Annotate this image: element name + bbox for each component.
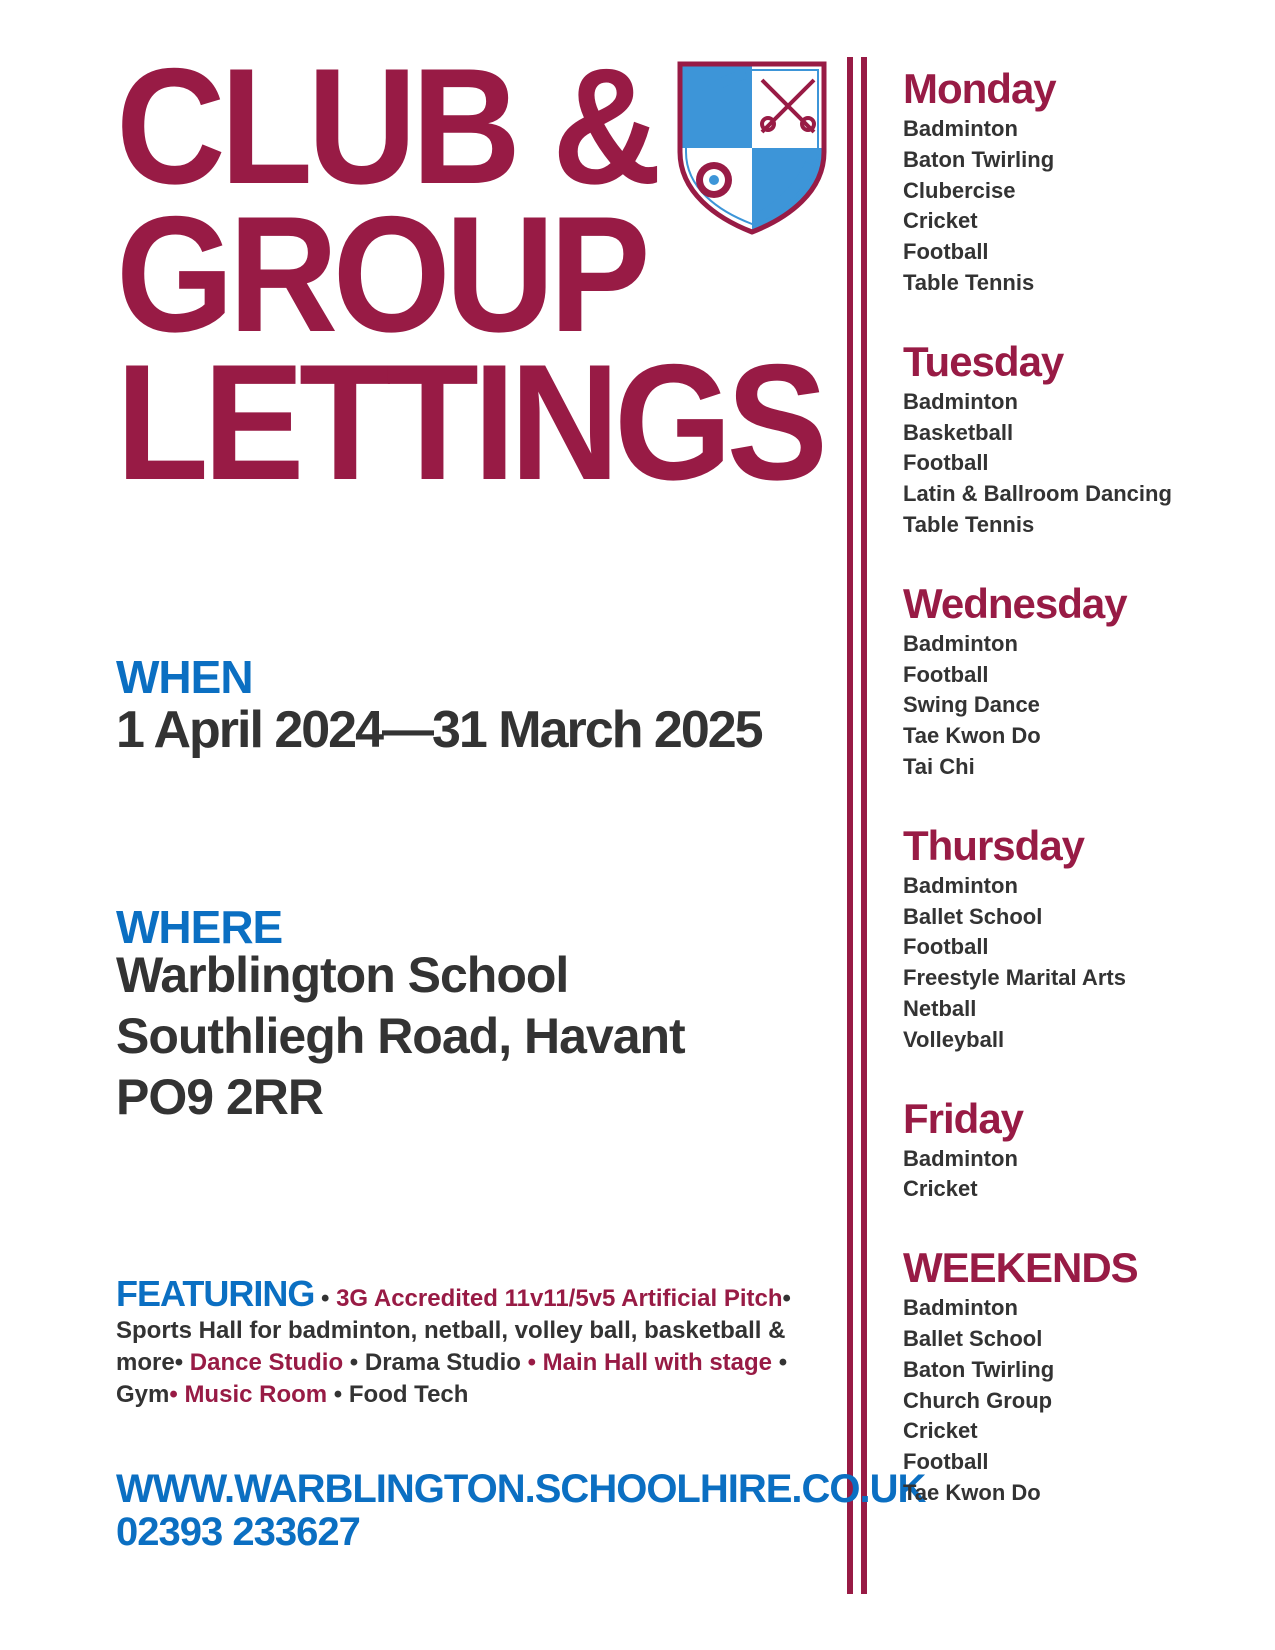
activity-item: Badminton bbox=[903, 1295, 1018, 1321]
activity-item: Netball bbox=[903, 995, 977, 1021]
activity-item: Cricket bbox=[903, 208, 978, 234]
activity-item: Football bbox=[903, 1449, 989, 1475]
day-heading: Monday bbox=[903, 65, 1056, 112]
when-dates: 1 April 2024—31 March 2025 bbox=[116, 701, 762, 759]
activity-item: Badminton bbox=[903, 388, 1018, 414]
activity-item: Freestyle Marital Arts bbox=[903, 965, 1126, 991]
activity-item: Badminton bbox=[903, 1145, 1018, 1171]
divider-line-right bbox=[861, 57, 867, 1594]
activity-item: Football bbox=[903, 450, 989, 476]
when-label: WHEN bbox=[116, 651, 253, 703]
separator: • bbox=[327, 1381, 349, 1408]
activity-item: Cricket bbox=[903, 1176, 978, 1202]
title-line-3: LETTINGS bbox=[116, 330, 823, 514]
featuring-label: FEATURING bbox=[116, 1273, 315, 1314]
day-tuesday bbox=[903, 337, 1263, 541]
page-title bbox=[116, 34, 823, 514]
where-label: WHERE bbox=[116, 901, 283, 953]
activity-item: Baton Twirling bbox=[903, 1356, 1055, 1382]
feature-pitch: 3G Accredited 11v11/5v5 Artificial Pitch bbox=[336, 1285, 783, 1312]
activity-item: Cricket bbox=[903, 1418, 978, 1444]
activity-item: Ballet School bbox=[903, 1325, 1043, 1351]
separator: • bbox=[314, 1285, 337, 1312]
separator: • bbox=[772, 1349, 788, 1376]
day-heading: Tuesday bbox=[903, 337, 1064, 385]
feature-main-hall: Main Hall with stage bbox=[542, 1349, 773, 1376]
featuring-paragraph bbox=[116, 1273, 816, 1411]
feature-music-room: Music Room bbox=[184, 1381, 328, 1408]
activity-item: Badminton bbox=[903, 872, 1018, 898]
day-weekends bbox=[903, 1243, 1263, 1509]
phone-number[interactable]: 02393 233627 bbox=[116, 1510, 360, 1554]
website-link[interactable]: WWW.WARBLINGTON.SCHOOLHIRE.CO.UK bbox=[116, 1467, 926, 1511]
separator: • bbox=[169, 1381, 185, 1408]
day-friday bbox=[903, 1094, 1263, 1206]
activity-item: Church Group bbox=[903, 1387, 1053, 1413]
activity-item: Badminton bbox=[903, 630, 1018, 656]
feature-drama-studio: Drama Studio bbox=[364, 1349, 521, 1376]
day-heading: Friday bbox=[903, 1094, 1024, 1142]
activity-item: Basketball bbox=[903, 419, 1014, 445]
day-wednesday bbox=[903, 579, 1263, 783]
activity-item: Football bbox=[903, 934, 989, 960]
activity-item: Football bbox=[903, 239, 989, 265]
activity-item: Clubercise bbox=[903, 177, 1016, 203]
activity-item: Football bbox=[903, 661, 989, 687]
day-heading: Wednesday bbox=[903, 579, 1127, 627]
separator: • bbox=[782, 1285, 791, 1312]
activity-item: Latin & Ballroom Dancing bbox=[903, 481, 1172, 507]
address-line-2: Southliegh Road, Havant bbox=[116, 1008, 685, 1064]
day-thursday bbox=[903, 821, 1263, 1056]
activity-item: Table Tennis bbox=[903, 269, 1035, 295]
activity-item: Baton Twirling bbox=[903, 146, 1055, 172]
title-line-2: GROUP bbox=[116, 182, 646, 366]
feature-food-tech: Food Tech bbox=[348, 1381, 469, 1408]
activity-item: Tae Kwon Do bbox=[903, 723, 1041, 749]
separator: • bbox=[174, 1349, 190, 1376]
school-crest-icon bbox=[676, 60, 828, 236]
activity-item: Badminton bbox=[903, 116, 1018, 141]
address bbox=[116, 945, 685, 1128]
activity-item: Ballet School bbox=[903, 903, 1043, 929]
address-line-1: Warblington School bbox=[116, 947, 569, 1003]
day-heading: WEEKENDS bbox=[903, 1244, 1138, 1292]
day-heading: Thursday bbox=[903, 821, 1085, 869]
feature-gym: Gym bbox=[116, 1381, 170, 1408]
title-line-1: CLUB & bbox=[116, 34, 657, 218]
separator: • bbox=[343, 1349, 365, 1376]
feature-sports-hall: Sports Hall for badminton, netball, volley ball, basketball & more bbox=[116, 1317, 786, 1376]
activity-item: Tae Kwon Do bbox=[903, 1479, 1041, 1505]
activity-item: Table Tennis bbox=[903, 511, 1035, 537]
feature-dance-studio: Dance Studio bbox=[189, 1349, 344, 1376]
weekly-schedule bbox=[903, 64, 1263, 1547]
activity-item: Tai Chi bbox=[903, 753, 975, 779]
day-monday bbox=[903, 64, 1263, 299]
activity-item: Volleyball bbox=[903, 1026, 1005, 1052]
address-line-3: PO9 2RR bbox=[116, 1069, 323, 1125]
contact-info bbox=[116, 1468, 925, 1554]
separator: • bbox=[520, 1349, 543, 1376]
divider-line-left bbox=[847, 57, 853, 1594]
activity-item: Swing Dance bbox=[903, 692, 1040, 718]
